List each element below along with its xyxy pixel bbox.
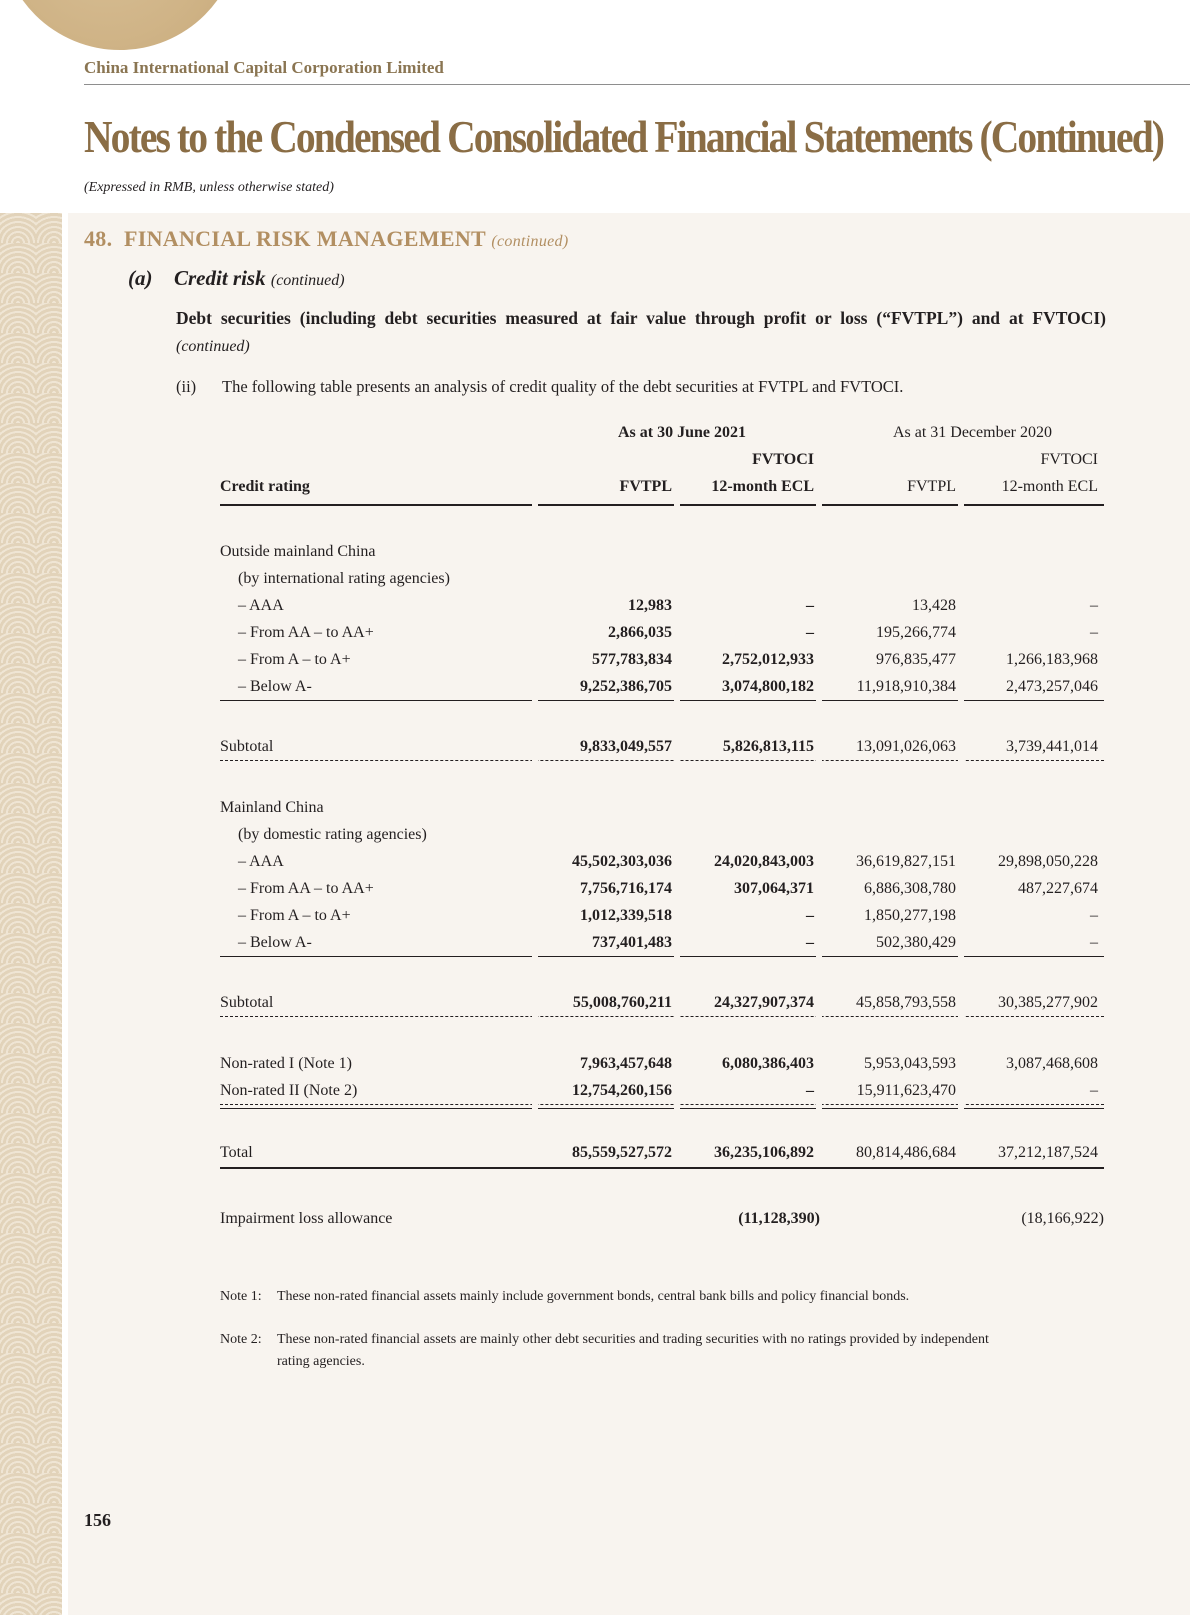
group-title-outside: Outside mainland China [220, 543, 376, 560]
subsection-label: (a) [128, 266, 153, 290]
company-name: China International Capital Corporation Limited [84, 58, 444, 77]
section-continued: (continued) [491, 233, 569, 250]
table-fvtoci-row [220, 451, 1104, 473]
table-row: – From AA – to AA+ 2,866,035 – 195,266,774 – [238, 624, 1098, 641]
group-rule [220, 956, 1104, 957]
emblem-decoration [0, 0, 240, 50]
lead-paragraph [176, 305, 1106, 360]
fvtoci-2020: FVTOCI [1040, 451, 1098, 468]
period-2020: As at 31 December 2020 [892, 424, 1052, 441]
table-row: – AAA 45,502,303,036 24,020,843,003 36,619,827,151 29,898,050,228 [238, 853, 1098, 870]
table-row: Non-rated II (Note 2) 12,754,260,156 – 15,911,623,470 – [220, 1082, 1098, 1099]
lead-text: Debt securities (including debt securities measured at fair value through profit or loss (“FVTPL”) and at FVTOCI) [176, 308, 1106, 328]
table-row: – Below A- 9,252,386,705 3,074,800,182 11,918,910,384 2,473,257,046 [238, 678, 1098, 695]
impairment-row: Impairment loss allowance (11,128,390) (18,166,922) [220, 1210, 1104, 1227]
subtotal-rule [220, 760, 1104, 761]
paragraph-number: (ii) [176, 377, 197, 396]
group-subtitle-outside: (by international rating agencies) [238, 570, 450, 587]
table-row: – Below A- 737,401,483 – 502,380,429 – [238, 934, 1098, 951]
page-number: 156 [84, 1510, 111, 1530]
nonrated-rule [220, 1104, 1104, 1105]
group-title-mainland: Mainland China [220, 799, 324, 816]
header-credit-rating: Credit rating [220, 478, 310, 495]
subsection-continued: (continued) [270, 272, 345, 289]
total-row: Total 85,559,527,572 36,235,106,892 80,814,486,684 37,212,187,524 [220, 1144, 1098, 1161]
lead-continued: (continued) [176, 338, 250, 355]
table-row: – AAA 12,983 – 13,428 – [238, 597, 1098, 614]
subsection-heading [128, 266, 345, 291]
section-number: 48. [84, 226, 113, 251]
fvtoci-2021: FVTOCI [752, 451, 814, 468]
table-row: – From AA – to AA+ 7,756,716,174 307,064,371 6,886,308,780 487,227,674 [238, 880, 1098, 897]
period-2021: As at 30 June 2021 [617, 424, 746, 441]
paragraph-ii [176, 377, 903, 397]
page-subtitle: (Expressed in RMB, unless otherwise stated) [84, 180, 334, 195]
table-row: – From A – to A+ 577,783,834 2,752,012,933 976,835,477 1,266,183,968 [238, 651, 1098, 668]
total-rule [220, 1167, 1104, 1169]
group-rule [220, 700, 1104, 701]
header-rule [220, 504, 1104, 506]
section-heading [84, 226, 568, 252]
note-1: Note 1: These non-rated financial assets mainly include government bonds, central bank bills and policy financial bonds. [220, 1289, 910, 1304]
header-ecl-2021: 12-month ECL [711, 478, 814, 495]
subsection-title: Credit risk [174, 266, 266, 290]
paragraph-text: The following table presents an analysis of credit quality of the debt securities at FVTPL and FVTOCI. [222, 377, 904, 396]
note-2: Note 2: These non-rated financial assets are mainly other debt securities and trading securities with no ratings provided by independent rating agencies. [220, 1332, 989, 1369]
page-title: Notes to the Condensed Consolidated Financial Statements (Continued) [84, 111, 1164, 162]
section-title-text: FINANCIAL RISK MANAGEMENT [124, 226, 486, 251]
header-ecl-2020: 12-month ECL [1001, 478, 1098, 495]
header-fvtpl-2021: FVTPL [619, 478, 672, 495]
nonrated-rule-solid [220, 1108, 1104, 1109]
group-subtitle-mainland: (by domestic rating agencies) [238, 826, 427, 843]
table-row: – From A – to A+ 1,012,339,518 – 1,850,277,198 – [238, 907, 1098, 924]
table-row: Non-rated I (Note 1) 7,963,457,648 6,080,386,403 5,953,043,593 3,087,468,608 [220, 1055, 1098, 1072]
subtotal-rule [220, 1016, 1104, 1017]
subtotal-row: Subtotal 9,833,049,557 5,826,813,115 13,091,026,063 3,739,441,014 [220, 738, 1098, 755]
subtotal-row: Subtotal 55,008,760,211 24,327,907,374 45,858,793,558 30,385,277,902 [220, 994, 1098, 1011]
side-wave-pattern [0, 213, 62, 1615]
table-period-row [220, 424, 1104, 446]
header-divider [84, 84, 1190, 85]
table-header-row [220, 478, 1104, 500]
header-fvtpl-2020: FVTPL [907, 478, 956, 495]
